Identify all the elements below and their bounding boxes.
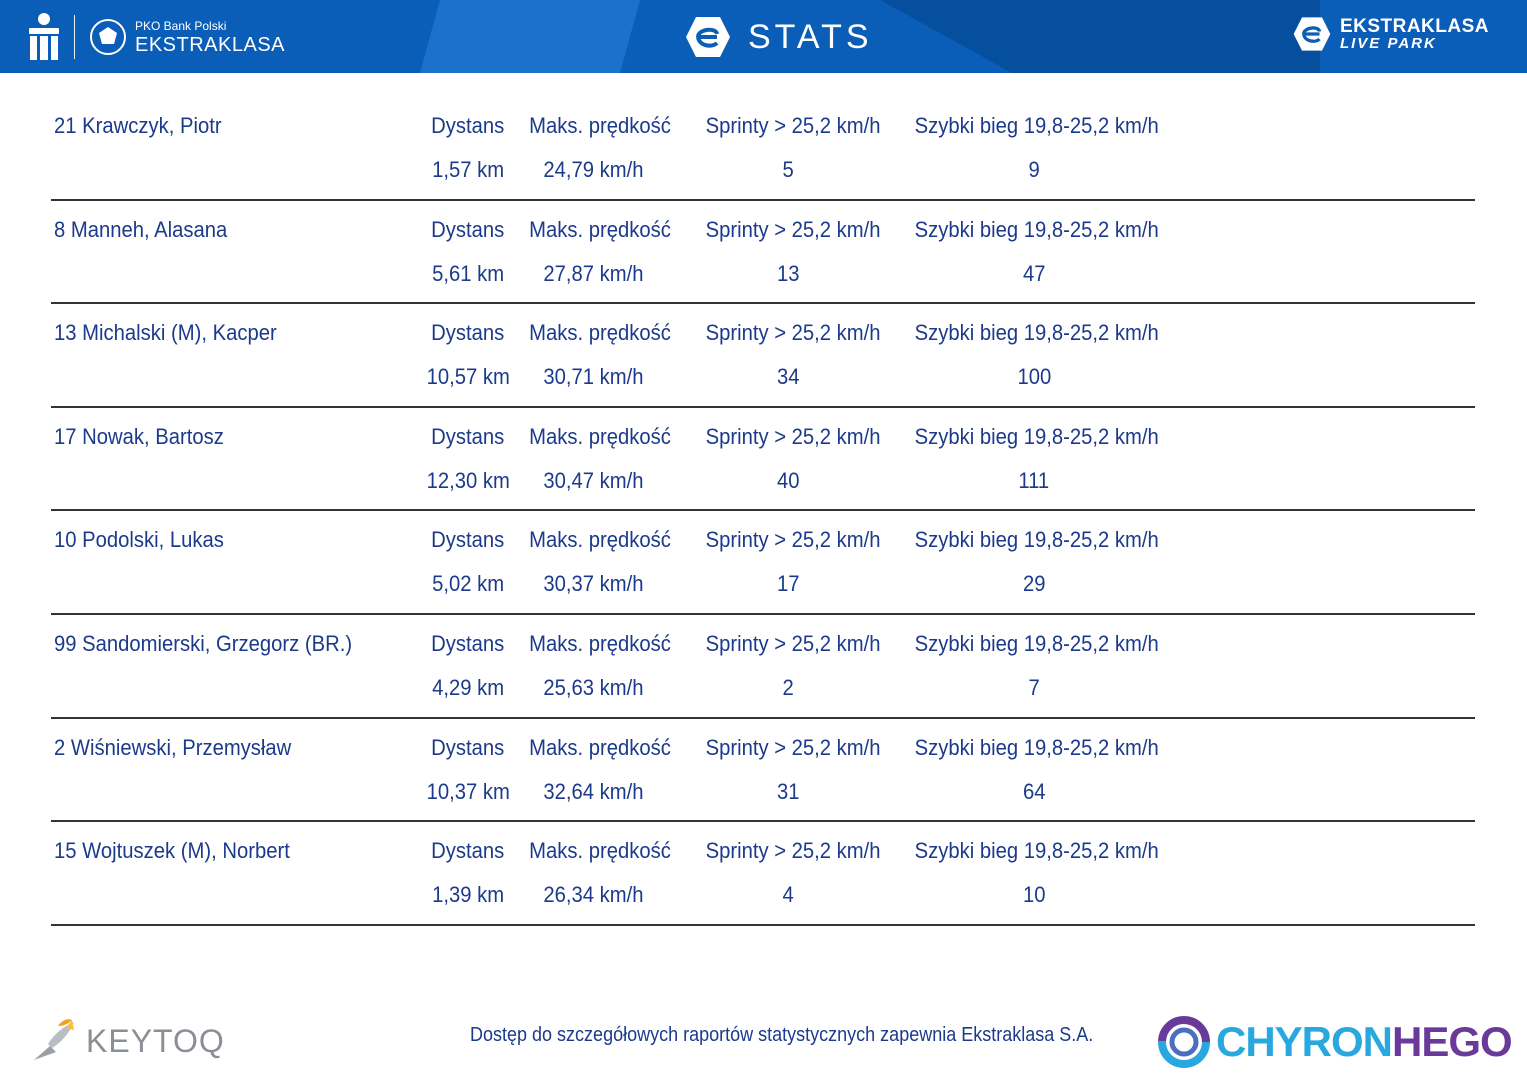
ekstraklasa-ball-icon bbox=[89, 18, 127, 56]
stats-title bbox=[684, 14, 873, 60]
player-row bbox=[51, 511, 1475, 615]
max-speed-label: Maks. prędkość bbox=[529, 734, 671, 760]
ekstraklasa-e-icon bbox=[1292, 14, 1332, 54]
fast-run-label: Szybki bieg 19,8-25,2 km/h bbox=[914, 630, 1159, 656]
max-speed-value: 30,71 km/h bbox=[542, 364, 644, 390]
sprints-label: Sprinty > 25,2 km/h bbox=[705, 527, 881, 553]
fast-run-value: 64 bbox=[1022, 778, 1046, 804]
max-speed-value: 32,64 km/h bbox=[542, 778, 644, 804]
fast-run-value: 9 bbox=[1028, 157, 1040, 182]
sprints-value: 4 bbox=[782, 882, 794, 908]
distance-value: 5,61 km bbox=[431, 260, 504, 286]
distance-value: 1,57 km bbox=[431, 157, 504, 182]
pko-bank-icon bbox=[26, 12, 62, 62]
distance-label: Dystans bbox=[431, 838, 505, 864]
player-name: 21 Krawczyk, Piotr bbox=[54, 113, 222, 138]
sprints-value: 2 bbox=[782, 674, 794, 700]
sprints-label: Sprinty > 25,2 km/h bbox=[705, 630, 881, 656]
distance-value: 10,57 km bbox=[426, 364, 510, 390]
max-speed-value: 30,37 km/h bbox=[542, 571, 644, 597]
right-logo-line2: LIVE PARK bbox=[1339, 35, 1437, 52]
sprints-value: 31 bbox=[776, 778, 800, 804]
player-row bbox=[51, 615, 1475, 719]
fast-run-value: 111 bbox=[1018, 467, 1050, 493]
player-name: 99 Sandomierski, Grzegorz (BR.) bbox=[54, 630, 353, 656]
fast-run-value: 10 bbox=[1022, 882, 1046, 908]
player-row bbox=[51, 719, 1475, 823]
keytoq-rocket-icon bbox=[28, 1016, 78, 1066]
distance-label: Dystans bbox=[431, 630, 505, 656]
distance-value: 5,02 km bbox=[431, 571, 504, 597]
fast-run-label: Szybki bieg 19,8-25,2 km/h bbox=[914, 320, 1159, 346]
player-name: 13 Michalski (M), Kacper bbox=[54, 320, 277, 346]
sprints-value: 17 bbox=[776, 571, 800, 597]
player-name: 10 Podolski, Lukas bbox=[54, 527, 224, 553]
sprints-value: 5 bbox=[782, 157, 794, 182]
stats-title-text: STATS bbox=[748, 17, 873, 56]
sprints-label: Sprinty > 25,2 km/h bbox=[705, 216, 881, 242]
chyron-logo-text: CHYRON bbox=[1216, 1018, 1393, 1065]
left-logo-big-text: EKSTRAKLASA bbox=[135, 33, 286, 56]
distance-value: 10,37 km bbox=[426, 778, 510, 804]
fast-run-label: Szybki bieg 19,8-25,2 km/h bbox=[914, 113, 1159, 138]
right-logo-text bbox=[1340, 17, 1489, 51]
fast-run-value: 47 bbox=[1022, 260, 1046, 286]
max-speed-value: 26,34 km/h bbox=[542, 882, 644, 908]
chyronhego-logo bbox=[1158, 1016, 1512, 1068]
ekstraklasa-live-park-logo bbox=[1292, 14, 1489, 54]
sprints-value: 40 bbox=[776, 467, 800, 493]
max-speed-label: Maks. prędkość bbox=[529, 838, 671, 864]
distance-label: Dystans bbox=[431, 113, 505, 138]
sprints-label: Sprinty > 25,2 km/h bbox=[705, 838, 881, 864]
sprints-value: 13 bbox=[776, 260, 800, 286]
sprints-label: Sprinty > 25,2 km/h bbox=[705, 320, 881, 346]
keytoq-logo-text: KEYTOQ bbox=[86, 1022, 225, 1059]
sprints-label: Sprinty > 25,2 km/h bbox=[705, 734, 881, 760]
distance-label: Dystans bbox=[431, 320, 505, 346]
player-row bbox=[51, 201, 1475, 305]
sprints-label: Sprinty > 25,2 km/h bbox=[705, 423, 881, 449]
hego-logo-text: HEGO bbox=[1392, 1018, 1512, 1065]
player-name: 15 Wojtuszek (M), Norbert bbox=[54, 838, 290, 864]
max-speed-label: Maks. prędkość bbox=[529, 113, 671, 138]
header-bar bbox=[0, 0, 1527, 73]
fast-run-label: Szybki bieg 19,8-25,2 km/h bbox=[914, 423, 1159, 449]
fast-run-label: Szybki bieg 19,8-25,2 km/h bbox=[914, 734, 1159, 760]
fast-run-label: Szybki bieg 19,8-25,2 km/h bbox=[914, 838, 1159, 864]
chyronhego-swirl-icon bbox=[1158, 1016, 1210, 1068]
left-logo-small-text: PKO Bank Polski bbox=[135, 18, 227, 33]
distance-label: Dystans bbox=[431, 423, 505, 449]
max-speed-label: Maks. prędkość bbox=[529, 527, 671, 553]
header-band bbox=[420, 0, 640, 73]
fast-run-value: 100 bbox=[1017, 364, 1051, 390]
fast-run-value: 7 bbox=[1028, 674, 1040, 700]
distance-value: 4,29 km bbox=[431, 674, 504, 700]
distance-value: 12,30 km bbox=[426, 467, 510, 493]
distance-value: 1,39 km bbox=[431, 882, 504, 908]
max-speed-label: Maks. prędkość bbox=[529, 320, 671, 346]
player-row bbox=[51, 408, 1475, 512]
player-row bbox=[51, 97, 1475, 201]
player-row bbox=[51, 304, 1475, 408]
player-name: 8 Manneh, Alasana bbox=[54, 216, 228, 242]
header-band bbox=[880, 0, 1320, 73]
player-name: 17 Nowak, Bartosz bbox=[54, 423, 224, 449]
left-logo-text bbox=[135, 20, 285, 55]
keytoq-logo bbox=[28, 1016, 225, 1066]
fast-run-value: 29 bbox=[1022, 571, 1046, 597]
distance-label: Dystans bbox=[431, 734, 505, 760]
footer-note: Dostęp do szczegółowych raportów statystycznych zapewnia Ekstraklasa S.A. bbox=[470, 1024, 1094, 1046]
max-speed-value: 30,47 km/h bbox=[542, 467, 644, 493]
pko-ekstraklasa-logo bbox=[26, 10, 285, 64]
max-speed-value: 25,63 km/h bbox=[542, 674, 644, 700]
player-name: 2 Wiśniewski, Przemysław bbox=[54, 734, 292, 760]
fast-run-label: Szybki bieg 19,8-25,2 km/h bbox=[914, 216, 1159, 242]
player-stats-list bbox=[51, 97, 1475, 926]
player-row bbox=[51, 822, 1475, 926]
max-speed-label: Maks. prędkość bbox=[529, 630, 671, 656]
ekstraklasa-e-icon bbox=[684, 15, 732, 59]
fast-run-label: Szybki bieg 19,8-25,2 km/h bbox=[914, 527, 1159, 553]
max-speed-value: 24,79 km/h bbox=[542, 157, 644, 182]
sprints-value: 34 bbox=[776, 364, 800, 390]
max-speed-value: 27,87 km/h bbox=[542, 260, 644, 286]
distance-label: Dystans bbox=[431, 216, 505, 242]
max-speed-label: Maks. prędkość bbox=[529, 423, 671, 449]
max-speed-label: Maks. prędkość bbox=[529, 216, 671, 242]
right-logo-line1: EKSTRAKLASA bbox=[1339, 16, 1489, 37]
logo-divider bbox=[74, 15, 75, 59]
sprints-label: Sprinty > 25,2 km/h bbox=[705, 113, 881, 138]
distance-label: Dystans bbox=[431, 527, 505, 553]
